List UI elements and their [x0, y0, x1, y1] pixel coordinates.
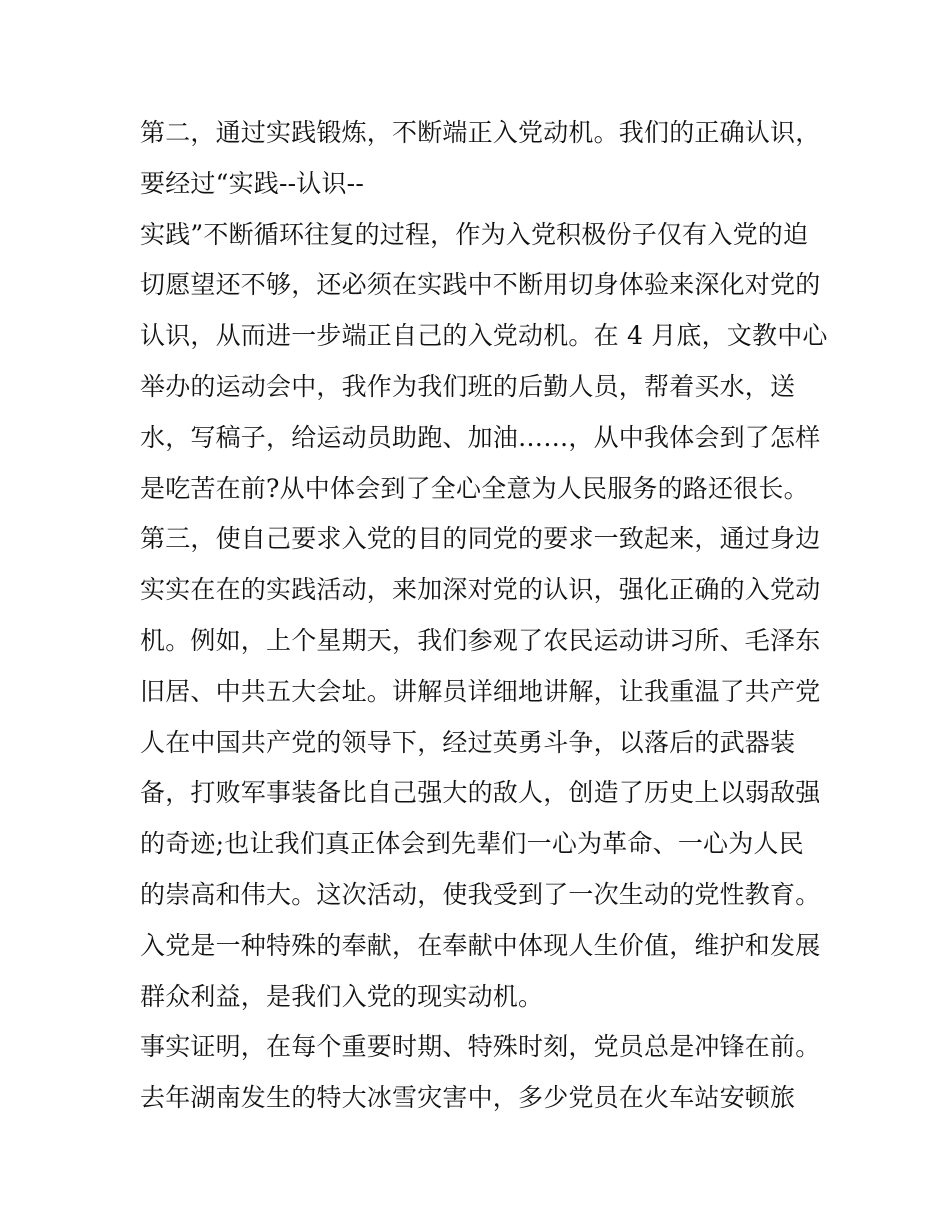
text-line: 入党是一种特殊的奉献，在奉献中体现人生价值，维护和发展	[140, 930, 821, 960]
text-line: 切愿望还不够，还必须在实践中不断用切身体验来深化对党的	[140, 270, 821, 300]
text-line: 第三，使自己要求入党的目的同党的要求一致起来，通过身边	[140, 524, 821, 554]
text-line: 第二，通过实践锻炼，不断端正入党动机。我们的正确认识，	[140, 118, 821, 147]
text-line: 实实在在的实践活动，来加深对党的认识，强化正确的入党动	[140, 575, 821, 605]
text-line: 旧居、中共五大会址。讲解员详细地讲解，让我重温了共产党	[140, 676, 821, 706]
text-line: 的奇迹;也让我们真正体会到先辈们一心为革命、一心为人民	[140, 829, 804, 859]
text-line: 实践”不断循环往复的过程，作为入党积极份子仅有入党的迫	[140, 219, 809, 249]
text-line: 去年湖南发生的特大冰雪灾害中，多少党员在火车站安顿旅	[140, 1083, 796, 1113]
text-line: 水，写稿子，给运动员助跑、加油……，从中我体会到了怎样	[140, 422, 821, 452]
text-line: 人在中国共产党的领导下，经过英勇斗争，以落后的武器装	[140, 727, 796, 757]
text-line: 事实证明，在每个重要时期、特殊时刻，党员总是冲锋在前。	[140, 1032, 821, 1062]
text-line: 的崇高和伟大。这次活动，使我受到了一次生动的党性教育。	[140, 879, 821, 909]
body-text	[140, 108, 828, 1124]
text-line: 认识，从而进一步端正自己的入党动机。在 4 月底，文教中心	[140, 321, 828, 351]
text-line: 是吃苦在前?从中体会到了全心全意为人民服务的路还很长。	[140, 473, 809, 503]
text-line: 备，打败军事装备比自己强大的敌人，创造了历史上以弱敌强	[140, 778, 821, 808]
text-line: 要经过“实践--认识--	[140, 168, 364, 198]
text-line: 群众利益，是我们入党的现实动机。	[140, 981, 544, 1011]
text-line: 举办的运动会中，我作为我们班的后勤人员，帮着买水，送	[140, 371, 796, 401]
text-line: 机。例如，上个星期天，我们参观了农民运动讲习所、毛泽东	[140, 625, 821, 655]
